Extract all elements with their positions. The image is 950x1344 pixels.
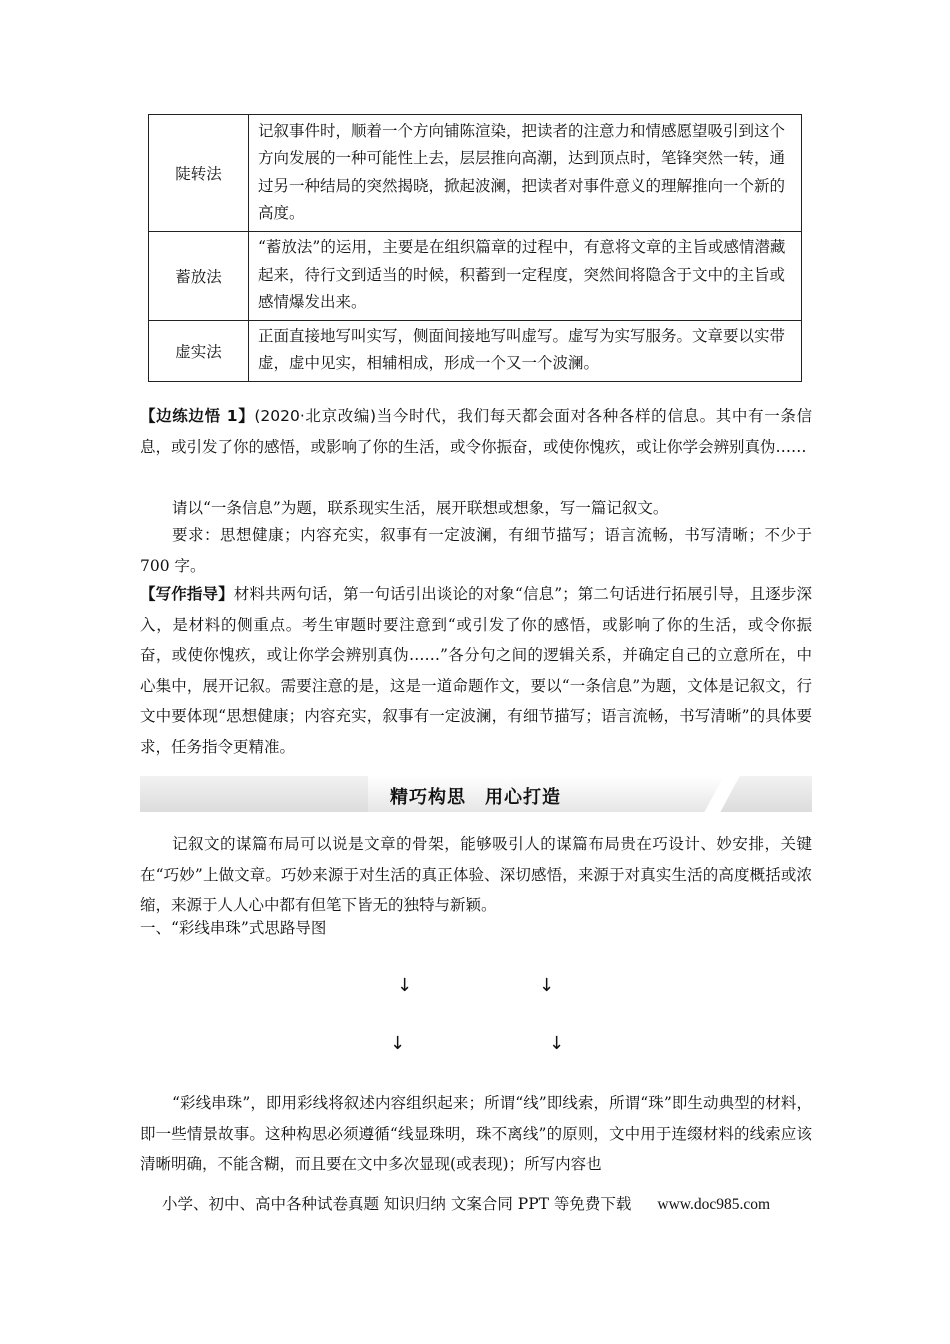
- footer-url[interactable]: www.doc985.com: [657, 1196, 771, 1213]
- writing-guide-paragraph: [140, 579, 812, 762]
- writing-guide-text: 材料共两句话，第一句话引出谈论的对象“信息”；第二句话进行拓展引导，且逐步深入，是材料的侧重点。考生审题时要注意到“或引发了你的感悟，或影响了你的生活，或令你振奋，或使你愧疚，或让你学会辨别真伪……”各分句之间的逻辑关系，并确定自己的立意所在，中心集中，展开记叙。需要注意的是，这是一道命题作文，要以“一条信息”为题，文体是记叙文，行文中要体现“思想健康；内容充实，叙事有一定波澜，有细节描写；语言流畅，书写清晰”的具体要求，任务指令更精准。: [140, 585, 812, 756]
- method-description: 记叙事件时，顺着一个方向铺陈渲染，把读者的注意力和情感愿望吸引到这个方向发展的一种可能性上去，层层推向高潮，达到顶点时，笔锋突然一转，通过另一种结局的突然揭晓，掀起波澜，把读者对事件意义的理解推向一个新的高度。: [249, 115, 802, 232]
- down-arrow-icon: ↓: [539, 975, 555, 996]
- explanation-paragraph: “彩线串珠”，即用彩线将叙述内容组织起来；所谓“线”即线索，所谓“珠”即生动典型的材料，即一些情景故事。这种构思必须遵循“线显珠明，珠不离线”的原则，文中用于连缀材料的线索应该清晰明确，不能含糊，而且要在文中多次显现(或表现)；所写内容也: [140, 1094, 812, 1173]
- exercise-paragraph: [140, 401, 812, 462]
- exercise-text: 当今时代，我们每天都会面对各种各样的信息。其中有一条信息，或引发了你的感悟，或影响了你的生活，或令你振奋，或使你愧疚，或让你学会辨别真伪……: [140, 407, 812, 456]
- exercise-source: (2020·北京改编): [254, 407, 377, 425]
- exercise-prompt: 请以“一条信息”为题，联系现实生活，展开联想或想象，写一篇记叙文。: [172, 499, 669, 517]
- down-arrow-icon: ↓: [549, 1033, 565, 1054]
- banner-title: 精巧构思 用心打造: [390, 787, 561, 808]
- table-row: [149, 115, 802, 232]
- page-footer: [162, 1192, 770, 1214]
- exercise-requirements: 要求：思想健康；内容充实，叙事有一定波澜，有细节描写；语言流畅，书写清晰；不少于 700 字。: [140, 526, 812, 575]
- method-name: 虚实法: [149, 320, 249, 381]
- method-name: 蓄放法: [149, 232, 249, 321]
- exercise-tag: 【边练边悟 1】: [140, 407, 255, 425]
- down-arrow-icon: ↓: [390, 1033, 406, 1054]
- methods-table: [148, 114, 802, 382]
- section-banner: [140, 776, 812, 812]
- intro-paragraph: 记叙文的谋篇布局可以说是文章的骨架，能够吸引人的谋篇布局贵在巧设计、妙安排，关键在“巧妙”上做文章。巧妙来源于对生活的真正体验、深切感悟，来源于对真实生活的高度概括或浓缩，来源于人人心中都有但笔下皆无的独特与新颖。: [140, 835, 812, 914]
- down-arrow-icon: ↓: [397, 975, 413, 996]
- section-heading: 一、“彩线串珠”式思路导图: [140, 919, 327, 937]
- method-name: 陡转法: [149, 115, 249, 232]
- footer-text: 小学、初中、高中各种试卷真题 知识归纳 文案合同 PPT 等免费下载: [162, 1195, 632, 1213]
- table-row: [149, 320, 802, 381]
- table-row: [149, 232, 802, 321]
- writing-guide-tag: 【写作指导】: [140, 585, 234, 603]
- method-description: “蓄放法”的运用，主要是在组织篇章的过程中，有意将文章的主旨或感情潜藏起来，待行文到适当的时候，积蓄到一定程度，突然间将隐含于文中的主旨或感情爆发出来。: [249, 232, 802, 321]
- method-description: 正面直接地写叫实写，侧面间接地写叫虚写。虚写为实写服务。文章要以实带虚，虚中见实，相辅相成，形成一个又一个波澜。: [249, 320, 802, 381]
